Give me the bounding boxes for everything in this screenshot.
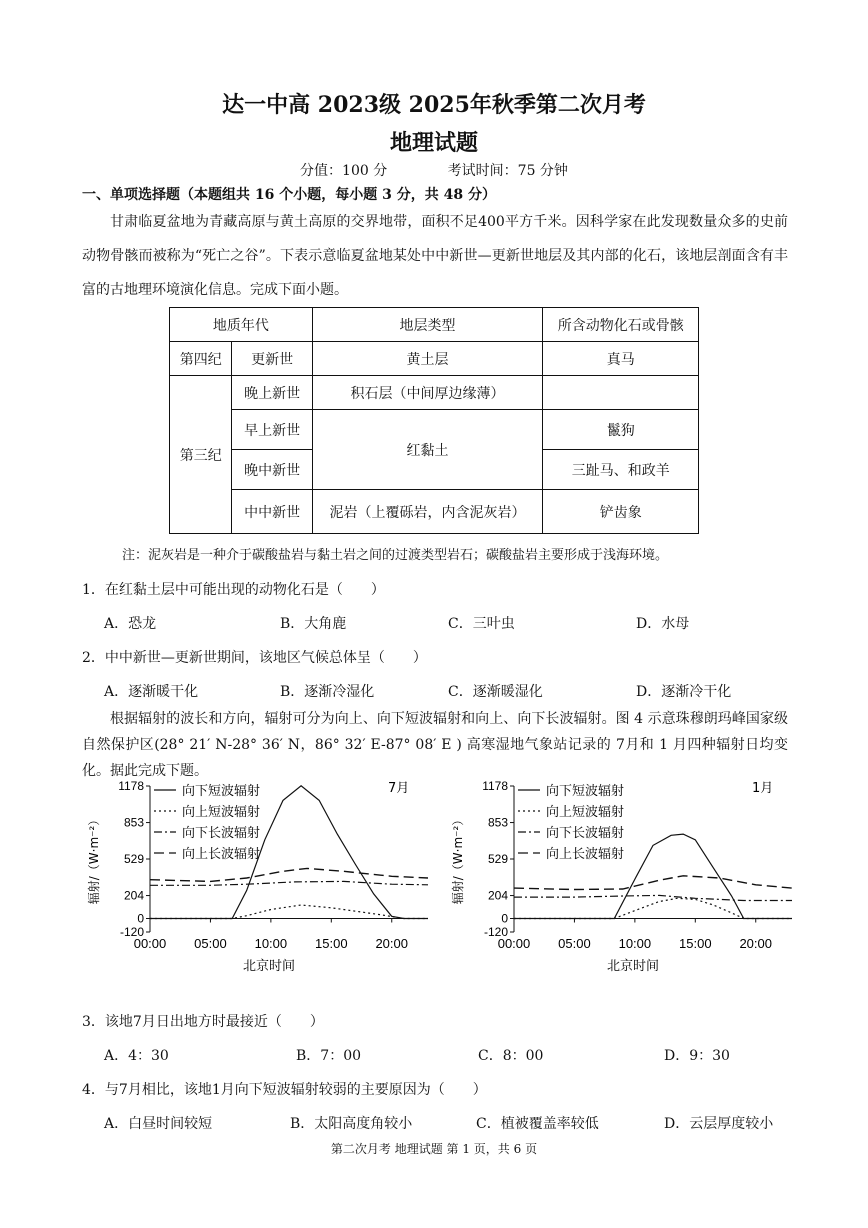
score-info: 分值：100 分 xyxy=(300,163,388,179)
series-line xyxy=(514,895,792,900)
y-tick-label: 1178 xyxy=(482,779,508,793)
series-line xyxy=(150,905,428,919)
exam-meta xyxy=(0,160,868,180)
chart-january xyxy=(446,770,806,980)
y-tick-label: 204 xyxy=(123,888,144,903)
x-tick-label: 10:00 xyxy=(618,936,652,951)
legend-label: 向下长波辐射 xyxy=(546,826,625,841)
y-tick-label: 529 xyxy=(123,852,144,866)
table-cell-epoch: 早上新世 xyxy=(232,410,312,450)
x-axis-label: 北京时间 xyxy=(606,959,660,974)
intro-paragraph-1 xyxy=(82,205,788,307)
chart-july xyxy=(82,770,442,980)
question-2: 2．中中新世—更新世期间，该地区气候总体呈（ ） xyxy=(82,650,427,666)
table-header-age: 地质年代 xyxy=(170,308,313,342)
q1-option-a[interactable]: A．恐龙 xyxy=(104,616,157,632)
legend-label: 向上短波辐射 xyxy=(546,805,625,820)
series-line xyxy=(514,876,792,890)
series-line xyxy=(150,881,428,885)
table-cell-layer: 红黏土 xyxy=(312,410,543,490)
q3-option-b[interactable]: B．7：00 xyxy=(296,1048,362,1064)
geology-table xyxy=(169,307,699,534)
x-tick-label: 15:00 xyxy=(315,936,348,951)
table-note: 注：泥灰岩是一种介于碳酸盐岩与黏土岩之间的过渡类型岩石；碳酸盐岩主要形成于浅海环境。 xyxy=(122,548,669,563)
q1-option-b[interactable]: B．大角鹿 xyxy=(280,616,347,632)
page-footer: 第二次月考 地理试题 第 1 页，共 6 页 xyxy=(330,1142,538,1156)
q2-option-d[interactable]: D．逐渐冷干化 xyxy=(636,684,732,700)
y-tick-label: -120 xyxy=(119,925,144,939)
q4-option-a[interactable]: A．白昼时间较短 xyxy=(104,1116,213,1132)
y-tick-label: 1178 xyxy=(118,779,144,793)
x-tick-label: 05:00 xyxy=(558,936,591,951)
y-tick-label: 0 xyxy=(501,911,508,926)
q4-option-b[interactable]: B．太阳高度角较小 xyxy=(290,1116,413,1132)
table-cell-fossil: 真马 xyxy=(543,342,699,376)
table-cell-epoch: 晚中新世 xyxy=(232,450,312,490)
subject-title: 地理试题 xyxy=(389,130,478,156)
question-1: 1．在红黏土层中可能出现的动物化石是（ ） xyxy=(82,582,385,598)
exam-title: 达一中高 2023级 2025年秋季第二次月考 xyxy=(222,92,646,118)
legend-label: 向下短波辐射 xyxy=(546,784,625,799)
q2-option-b[interactable]: B．逐渐冷湿化 xyxy=(280,684,375,700)
table-header-layer: 地层类型 xyxy=(312,308,543,342)
x-axis-label: 北京时间 xyxy=(242,959,296,974)
question-4: 4．与7月相比，该地1月向下短波辐射较弱的主要原因为（ ） xyxy=(82,1082,487,1098)
table-cell-era: 第三纪 xyxy=(170,376,232,534)
table-cell-epoch: 更新世 xyxy=(232,342,312,376)
table-header-fossil: 所含动物化石或骨骸 xyxy=(543,308,699,342)
table-cell-layer: 积石层（中间厚边缘薄） xyxy=(312,376,543,410)
x-tick-label: 05:00 xyxy=(194,936,227,951)
y-axis-label: 辐射/（W·m⁻²） xyxy=(451,813,465,905)
y-tick-label: 529 xyxy=(487,852,508,866)
table-cell-fossil: 鬣狗 xyxy=(543,410,699,450)
x-tick-label: 00:00 xyxy=(497,936,531,951)
legend-label: 向上长波辐射 xyxy=(546,847,625,862)
section-heading: 一、单项选择题（本题组共 16 个小题，每小题 3 分，共 48 分） xyxy=(82,187,496,203)
question-3: 3．该地7月日出地方时最接近（ ） xyxy=(82,1014,324,1030)
table-cell-fossil: 铲齿象 xyxy=(543,490,699,534)
table-cell-fossil: 三趾马、和政羊 xyxy=(543,450,699,490)
x-tick-label: 10:00 xyxy=(254,936,288,951)
legend-label: 向上短波辐射 xyxy=(182,805,261,820)
series-line xyxy=(514,898,792,918)
q1-option-d[interactable]: D．水母 xyxy=(636,616,690,632)
x-tick-label: 20:00 xyxy=(375,936,409,951)
q3-option-a[interactable]: A．4：30 xyxy=(104,1048,169,1064)
q2-option-c[interactable]: C．逐渐暖湿化 xyxy=(448,684,543,700)
chart-title: 7月 xyxy=(388,781,410,796)
q2-option-a[interactable]: A．逐渐暖干化 xyxy=(104,684,199,700)
y-tick-label: 0 xyxy=(137,911,144,926)
table-cell-layer: 泥岩（上覆砾岩，内含泥灰岩） xyxy=(312,490,543,534)
table-cell-epoch: 晚上新世 xyxy=(232,376,312,410)
x-tick-label: 00:00 xyxy=(133,936,167,951)
legend-label: 向下短波辐射 xyxy=(182,784,261,799)
q4-option-d[interactable]: D．云层厚度较小 xyxy=(664,1116,774,1132)
q1-option-c[interactable]: C．三叶虫 xyxy=(448,616,515,632)
q3-option-c[interactable]: C．8：00 xyxy=(478,1048,544,1064)
y-axis-label: 辐射/（W·m⁻²） xyxy=(87,813,101,905)
table-cell-era: 第四纪 xyxy=(170,342,232,376)
y-tick-label: 204 xyxy=(487,888,508,903)
y-tick-label: -120 xyxy=(483,925,508,939)
x-tick-label: 15:00 xyxy=(679,936,712,951)
table-cell-epoch: 中中新世 xyxy=(232,490,312,534)
table-cell-fossil xyxy=(543,376,699,410)
chart-title: 1月 xyxy=(752,781,774,796)
q4-option-c[interactable]: C．植被覆盖率较低 xyxy=(476,1116,599,1132)
y-tick-label: 853 xyxy=(123,815,144,830)
table-cell-layer: 黄土层 xyxy=(312,342,543,376)
radiation-intro: 根据辐射的波长和方向，辐射可分为向上、向下短波辐射和向上、向下长波辐射。图 4 示意珠穆朗玛峰国家级自然保护区(28° 21′ N-28° 36′ N，86° 32′ E-87° 08′ E ) 高寒湿地气象站记录的 7月和 1 月四种辐射日均变化。据此完成下题。 xyxy=(82,711,788,779)
legend-label: 向下长波辐射 xyxy=(182,826,261,841)
q3-option-d[interactable]: D．9：30 xyxy=(664,1048,730,1064)
intro-text: 甘肃临夏盆地为青藏高原与黄土高原的交界地带，面积不足400平方千米。因科学家在此发现数量众多的史前动物骨骸而被称为“死亡之谷”。下表示意临夏盆地某处中中新世—更新世地层及其内部的化石，该地层剖面含有丰富的古地理环境演化信息。完成下面小题。 xyxy=(82,214,788,298)
time-info: 考试时间：75 分钟 xyxy=(447,163,568,179)
y-tick-label: 853 xyxy=(487,815,508,830)
x-tick-label: 20:00 xyxy=(739,936,773,951)
legend-label: 向上长波辐射 xyxy=(182,847,261,862)
series-line xyxy=(150,868,428,881)
